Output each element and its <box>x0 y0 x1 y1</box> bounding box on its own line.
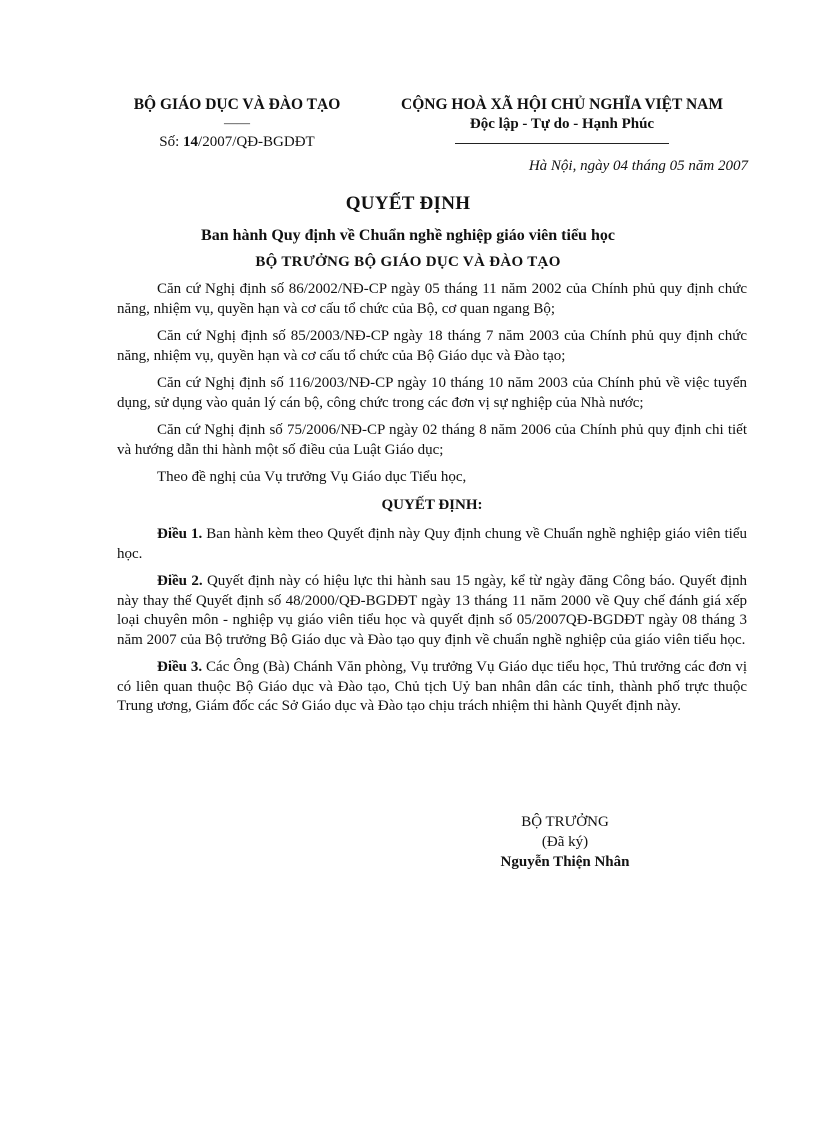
document-number <box>112 134 362 151</box>
article-text: Các Ông (Bà) Chánh Văn phòng, Vụ trưởng Vụ Giáo dục tiểu học, Thủ trưởng các đơn vị có liên quan thuộc Bộ Giáo dục và Đào tạo, Chủ tịch Uỷ ban nhân dân các tỉnh, thành phố trực thuộc Trung ương, Giám đốc các Sở Giáo dục và Đào tạo chịu trách nhiệm thi hành Quyết định này. <box>117 659 747 714</box>
dateline: Hà Nội, ngày 04 tháng 05 năm 2007 <box>528 158 748 174</box>
republic-name: CỘNG HOÀ XÃ HỘI CHỦ NGHĨA VIỆT NAM <box>401 96 723 113</box>
decision-heading: QUYẾT ĐỊNH: <box>381 496 483 513</box>
preamble-paragraph: Theo đề nghị của Vụ trưởng Vụ Giáo dục Tiểu học, <box>157 469 467 485</box>
signed-note: (Đã ký) <box>541 834 589 850</box>
document-title: QUYẾT ĐỊNH <box>345 193 471 214</box>
article-label: Điều 1. <box>157 526 203 542</box>
motto-underline <box>455 143 669 144</box>
article-label: Điều 3. <box>157 659 203 675</box>
national-title-block <box>372 96 752 144</box>
article-3 <box>117 658 747 717</box>
agency-dash: —— <box>224 115 250 130</box>
doc-number-suffix: /2007/QĐ-BGDĐT <box>198 134 315 150</box>
signer-position: BỘ TRƯỞNG <box>521 814 609 830</box>
article-label: Điều 2. <box>157 573 203 589</box>
national-motto: Độc lập - Tự do - Hạnh Phúc <box>469 116 655 132</box>
preamble-paragraph: Căn cứ Nghị định số 85/2003/NĐ-CP ngày 18 tháng 7 năm 2003 của Chính phủ quy định chức năng, nhiệm vụ, quyền hạn và cơ cấu tổ chức của Bộ Giáo dục và Đào tạo; <box>117 328 747 364</box>
signature-block <box>465 812 665 872</box>
doc-number-prefix: Số: <box>159 134 184 150</box>
document-body <box>117 280 747 725</box>
doc-number-bold: 14 <box>183 134 199 150</box>
signer-name: Nguyễn Thiện Nhân <box>500 854 630 870</box>
preamble-paragraph: Căn cứ Nghị định số 116/2003/NĐ-CP ngày 10 tháng 10 năm 2003 của Chính phủ về việc tuyển dụng, sử dụng vào quản lý cán bộ, công chức trong các đơn vị sự nghiệp của Nhà nước; <box>117 375 747 411</box>
issuer-title: BỘ TRƯỞNG BỘ GIÁO DỤC VÀ ĐÀO TẠO <box>255 254 561 270</box>
article-text: Ban hành kèm theo Quyết định này Quy định chung về Chuẩn nghề nghiệp giáo viên tiểu học. <box>117 526 748 562</box>
article-1 <box>117 525 747 564</box>
article-2 <box>117 572 747 650</box>
issuing-agency-block <box>112 96 362 151</box>
preamble-paragraph: Căn cứ Nghị định số 75/2006/NĐ-CP ngày 02 tháng 8 năm 2006 của Chính phủ quy định chi tiết và hướng dẫn thi hành một số điều của Luật Giáo dục; <box>117 422 747 458</box>
document-subtitle: Ban hành Quy định về Chuẩn nghề nghiệp giáo viên tiểu học <box>201 227 615 244</box>
preamble-paragraph: Căn cứ Nghị định số 86/2002/NĐ-CP ngày 05 tháng 11 năm 2002 của Chính phủ quy định chức năng, nhiệm vụ, quyền hạn và cơ cấu tổ chức của Bộ, cơ quan ngang Bộ; <box>117 281 747 317</box>
article-text: Quyết định này có hiệu lực thi hành sau 15 ngày, kể từ ngày đăng Công báo. Quyết định này thay thế Quyết định số 48/2000/QĐ-BGDĐT ngày 13 tháng 11 năm 2000 về Quy chế đánh giá xếp loại chuyên môn - nghiệp vụ giáo viên tiểu học và quyết định số 05/2007QĐ-BGDĐT ngày 08 tháng 3 năm 2007 của Bộ trưởng Bộ Giáo dục và Đào tạo quy định về chuẩn nghề nghiệp của giáo viên tiểu học. <box>117 573 748 648</box>
issuing-agency: BỘ GIÁO DỤC VÀ ĐÀO TẠO <box>133 96 341 113</box>
